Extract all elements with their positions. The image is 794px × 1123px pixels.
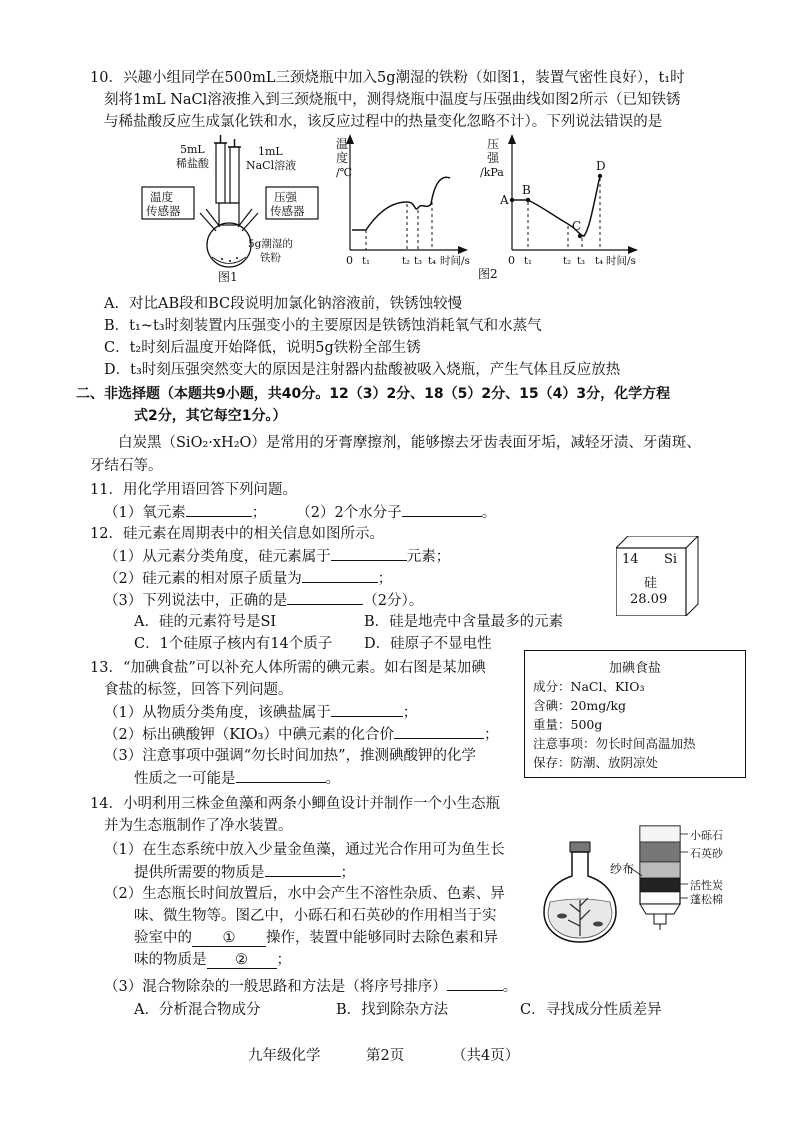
syringe1-line2: 稀盐酸 xyxy=(176,157,209,170)
footer-total: （共4页） xyxy=(452,1048,520,1064)
q12-part1 xyxy=(104,546,450,567)
footer-subject: 九年级化学 xyxy=(248,1048,321,1064)
pres-axis-1: 压 xyxy=(487,137,500,151)
footer-page: 第2页 xyxy=(366,1048,405,1064)
temp-sensor-line1: 温度 xyxy=(150,190,173,204)
filter-layer-4: 蓬松棉 xyxy=(690,893,723,906)
tile-symbol: Si xyxy=(664,552,678,567)
silicon-element-tile xyxy=(616,548,686,614)
q14-p2-text-c: 味的物质是 xyxy=(134,952,207,968)
syringe2-line1: 1mL xyxy=(258,145,283,158)
q10-option-B: B．t₁~t₃时刻装置内压强变小的主要原因是铁锈蚀消耗氧气和水蒸气 xyxy=(104,318,542,334)
q14-p2-text-a: 验室中的 xyxy=(134,930,192,946)
q11-parts xyxy=(104,502,496,523)
q13-blank-1[interactable] xyxy=(331,702,403,717)
section-2-intro-line1: 白炭黑（SiO₂·xH₂O）是常用的牙膏摩擦剂，能够擦去牙齿表面牙垢，减轻牙渍、牙菌斑、 xyxy=(118,435,701,451)
salt-label-weight: 重量：500g xyxy=(533,717,603,732)
q13-blank-3[interactable] xyxy=(236,768,326,783)
iodized-salt-label xyxy=(524,650,746,778)
tile-mass: 28.09 xyxy=(630,592,668,607)
q13-part1 xyxy=(104,702,417,723)
q14-p2-text-b: 操作，装置中能够同时去除色素和异 xyxy=(266,930,498,946)
q12-stem: 12．硅元素在周期表中的相关信息如图所示。 xyxy=(90,526,384,542)
q12-option-B: B．硅是地壳中含量最多的元素 xyxy=(364,614,564,630)
q14-blank-circle-1[interactable]: ① xyxy=(192,930,266,947)
q14-p2-text-d: ； xyxy=(276,952,291,968)
point-A: A xyxy=(500,193,509,207)
q12-p3-text: （3）下列说法中，正确的是 xyxy=(104,593,288,609)
q12-option-C: C．1个硅原子核内有14个质子 xyxy=(134,636,333,652)
q12-option-D: D．硅原子不显电性 xyxy=(364,636,492,652)
pres-t1: t₁ xyxy=(524,256,533,267)
q13-p2-end: ； xyxy=(483,727,499,743)
temp-xlabel: 时间/s xyxy=(440,255,470,267)
q13-part3-line1: （3）注意事项中强调“勿长时间加热”，推测碘酸钾的化学 xyxy=(104,748,477,764)
q12-blank-1[interactable] xyxy=(331,546,407,561)
q11-stem: 11．用化学用语回答下列问题。 xyxy=(90,482,297,498)
q14-option-A: A．分析混合物成分 xyxy=(134,1002,261,1018)
salt-label-storage: 保存：防潮、放阴凉处 xyxy=(533,755,659,770)
iron-label-line2: 铁粉 xyxy=(260,252,281,264)
q13-p2-text: （2）标出碘酸钾（KIO₃）中碘元素的化合价 xyxy=(104,727,394,743)
section-2-intro-line2: 牙结石等。 xyxy=(90,458,163,474)
q11-blank-2[interactable] xyxy=(402,502,482,517)
q14-p3-text: （3）混合物除杂的一般思路和方法是（将序号排序） xyxy=(104,979,447,995)
q13-p3-end: 。 xyxy=(325,771,340,787)
salt-label-title: 加碘食盐 xyxy=(608,661,661,676)
q14-part2-line2: 味、微生物等。图乙中，小砾石和石英砂的作用相当于实 xyxy=(134,908,497,924)
q11-blank-1[interactable] xyxy=(186,502,252,517)
temp-t2: t₂ xyxy=(402,256,411,267)
q11-part2-label: （2）2个水分子 xyxy=(296,505,402,521)
q11-part1-label: （1）氧元素 xyxy=(104,505,186,521)
syringe-hcl xyxy=(214,135,227,203)
q13-part3-line2 xyxy=(134,768,340,789)
q13-stem-line1: 13．“加碘食盐”可以补充人体所需的碘元素。如右图是某加碘 xyxy=(90,660,486,676)
filter-layer-3: 活性炭 xyxy=(690,879,723,892)
salt-label-body xyxy=(533,677,696,772)
q13-part2 xyxy=(104,724,498,745)
temperature-graph xyxy=(336,134,470,267)
q12-part3 xyxy=(104,590,423,611)
q14-part1-line2 xyxy=(134,862,355,883)
q10-option-A: A．对比AB段和BC段说明加氯化钠溶液前，铁锈蚀较慢 xyxy=(104,296,463,312)
q10-stem-line3: 与稀盐酸反应生成氯化铁和水，该反应过程中的热量变化忽略不计）。下列说法错误的是 xyxy=(104,114,663,130)
q14-blank-3[interactable] xyxy=(447,976,503,991)
figure-1-caption: 图1 xyxy=(218,270,238,284)
q13-stem-line2: 食盐的标签，回答下列问题。 xyxy=(104,682,293,698)
q12-p2-text: （2）硅元素的相对原子质量为 xyxy=(104,571,302,587)
point-C: C xyxy=(572,219,582,233)
q14-stem-line1: 14．小明利用三株金鱼藻和两条小鲫鱼设计并制作一个小生态瓶 xyxy=(90,796,500,812)
q14-part1-line1: （1）在生态系统中放入少量金鱼藻，通过光合作用可为鱼生长 xyxy=(104,842,505,858)
syringe-nacl xyxy=(228,139,241,203)
pres-axis-2: 强 xyxy=(487,151,500,165)
q14-p1-end: ； xyxy=(340,865,355,881)
q12-blank-3[interactable] xyxy=(287,590,363,605)
q11-sep: ； xyxy=(251,505,267,521)
syringe1-line1: 5mL xyxy=(180,143,205,156)
q12-p3-end: （2分）。 xyxy=(363,593,424,609)
q14-p3-end: 。 xyxy=(502,979,518,995)
figure-2-graphs xyxy=(332,132,652,282)
figure-1-apparatus xyxy=(140,135,330,290)
section-2-heading-line2: 式2分，其它每空1分。） xyxy=(134,408,287,424)
q10-stem-line1: 10．兴趣小组同学在500mL三颈烧瓶中加入5g潮湿的铁粉（如图1，装置气密性良好），t₁时 xyxy=(90,70,685,86)
temp-axis-3: /℃ xyxy=(336,166,353,179)
salt-label-iodine: 含碘：20mg/kg xyxy=(533,698,627,713)
q12-p2-end: ； xyxy=(377,571,393,587)
temp-sensor-line2: 传感器 xyxy=(146,204,181,218)
q12-p1-text: （1）从元素分类角度，硅元素属于 xyxy=(104,549,331,565)
pres-axis-3: /kPa xyxy=(480,166,504,179)
q10-stem-line2: 刻将1mL NaCl溶液推入到三颈烧瓶中，测得烧瓶中温度与压强曲线如图2所示（已知铁锈 xyxy=(104,92,681,108)
syringe2-line2: NaCl溶液 xyxy=(246,159,297,172)
q13-p1-end: ； xyxy=(402,705,418,721)
point-B: B xyxy=(522,183,531,197)
q12-blank-2[interactable] xyxy=(302,568,378,583)
q10-option-D: D．t₃时刻压强突然变大的原因是注射器内盐酸被吸入烧瓶，产生气体且反应放热 xyxy=(104,362,621,378)
q13-p3-text: 性质之一可能是 xyxy=(134,771,236,787)
filter-layer-1: 小砾石 xyxy=(690,829,723,842)
temp-t1: t₁ xyxy=(362,256,371,267)
q13-blank-2[interactable] xyxy=(394,724,484,739)
pressure-graph xyxy=(480,134,638,267)
q11-end: 。 xyxy=(481,505,497,521)
tile-atomic-number: 14 xyxy=(622,552,639,567)
filter-layer-2: 石英砂 xyxy=(690,847,723,860)
temp-axis-2: 度 xyxy=(336,151,349,165)
q14-option-C: C．寻找成分性质差异 xyxy=(520,1002,662,1018)
q14-part3 xyxy=(104,976,517,997)
pres-xlabel: 时间/s xyxy=(606,255,636,267)
temp-axis-1: 温 xyxy=(336,137,349,151)
q14-part2-line1: （2）生态瓶长时间放置后，水中会产生不溶性杂质、色素、异 xyxy=(104,886,505,902)
temp-t4: t₄ xyxy=(428,256,437,267)
iron-label-line1: 5g潮湿的 xyxy=(248,238,293,250)
pressure-sensor-line2: 传感器 xyxy=(270,204,305,218)
temp-origin: 0 xyxy=(346,254,353,267)
q14-blank-1[interactable] xyxy=(265,862,341,877)
q10-option-C: C．t₂时刻后温度开始降低，说明5g铁粉全部生锈 xyxy=(104,340,421,356)
q12-option-A: A．硅的元素符号是SI xyxy=(134,614,277,630)
pres-t2: t₂ xyxy=(563,256,572,267)
q13-p1-text: （1）从物质分类角度，该碘盐属于 xyxy=(104,705,331,721)
salt-label-ingredients: 成分：NaCl、KIO₃ xyxy=(533,679,645,694)
q14-p1-text: 提供所需要的物质是 xyxy=(134,865,265,881)
temp-t3: t₃ xyxy=(414,256,423,267)
pres-origin: 0 xyxy=(508,254,515,267)
pres-t3: t₃ xyxy=(577,256,586,267)
q14-part2-line3 xyxy=(134,928,498,948)
point-D: D xyxy=(596,159,606,173)
pres-t4: t₄ xyxy=(595,256,604,267)
q14-blank-circle-2[interactable]: ② xyxy=(207,952,277,969)
q14-stem-line2: 并为生态瓶制作了净水装置。 xyxy=(104,818,293,834)
filter-cloth-label: 纱布 xyxy=(610,862,635,876)
tile-name: 硅 xyxy=(644,576,658,591)
q14-part2-line4 xyxy=(134,950,291,970)
q12-part2 xyxy=(104,568,392,589)
figure-2-caption: 图2 xyxy=(478,267,498,281)
pressure-sensor-line1: 压强 xyxy=(274,190,297,204)
section-2-heading-line1: 二、非选择题（本题共9小题，共40分。12（3）2分、18（5）2分、15（4）3分，化学方程 xyxy=(76,386,671,402)
q14-option-B: B．找到除杂方法 xyxy=(336,1002,449,1018)
salt-label-caution: 注意事项：勿长时间高温加热 xyxy=(533,736,696,751)
q12-p1-end: 元素； xyxy=(406,549,451,565)
